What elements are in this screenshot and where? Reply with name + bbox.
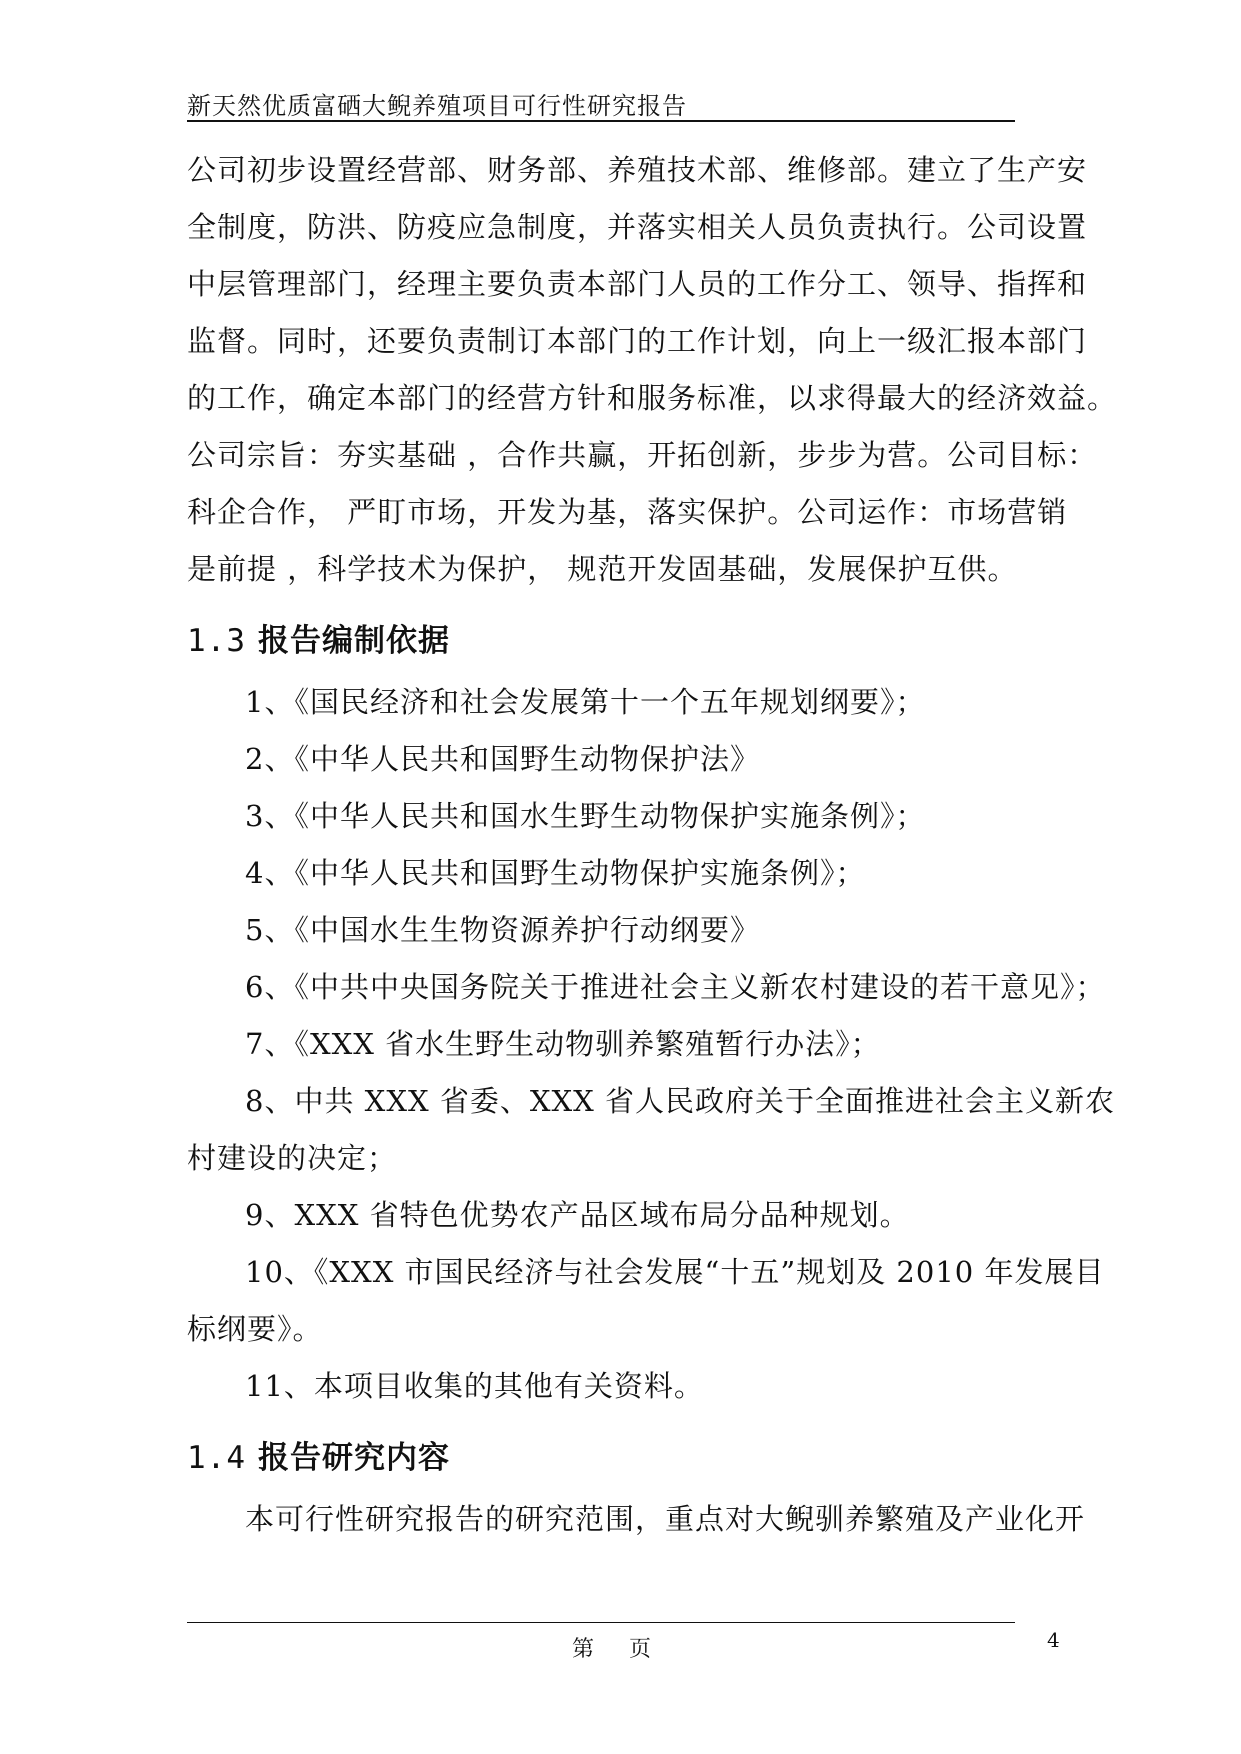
paragraph-line: 科企合作， 严盯市场，开发为基，落实保护。公司运作：市场营销	[187, 495, 1068, 529]
reference-item: 6、《中共中央国务院关于推进社会主义新农村建设的若干意见》；	[245, 970, 1106, 1004]
reference-item: 4、《中华人民共和国野生动物保护实施条例》；	[245, 856, 866, 890]
page-number: 4	[1047, 1628, 1060, 1652]
paragraph-line: 中层管理部门，经理主要负责本部门人员的工作分工、领导、指挥和	[187, 267, 1088, 301]
reference-item: 5、《中国水生生物资源养护行动纲要》	[245, 913, 760, 947]
reference-item: 11、本项目收集的其他有关资料。	[245, 1369, 704, 1403]
research-scope-paragraph	[187, 1491, 1086, 1548]
page-body	[187, 142, 1118, 1548]
paragraph-line: 是前提 ，科学技术为保护， 规范开发固基础，发展保护互供。	[187, 552, 1018, 586]
paragraph-line: 公司初步设置经营部、财务部、养殖技术部、维修部。建立了生产安	[187, 153, 1088, 187]
footer-page-label: 第 页	[572, 1637, 665, 1662]
footer-divider	[187, 1622, 1015, 1623]
paragraph-line: 公司宗旨：夯实基础 ，合作共赢，开拓创新，步步为营。公司目标：	[187, 438, 1098, 472]
section-title: 报告研究内容	[258, 1440, 450, 1476]
section-number: 1.3	[187, 623, 246, 659]
header-divider	[187, 120, 1015, 122]
reference-list	[187, 674, 1115, 1415]
paragraph-line: 全制度，防洪、防疫应急制度，并落实相关人员负责执行。公司设置	[187, 210, 1088, 244]
section-heading-1-4	[187, 1433, 1062, 1483]
section-number: 1.4	[187, 1440, 246, 1476]
paragraph-line: 监督。同时，还要负责制订本部门的工作计划，向上一级汇报本部门	[187, 324, 1088, 358]
reference-item: 8、中共 XXX 省委、XXX 省人民政府关于全面推进社会主义新农 村建设的决定；	[187, 1084, 1115, 1175]
running-header-title: 新天然优质富硒大鲵养殖项目可行性研究报告	[187, 92, 687, 120]
company-organization-paragraph	[187, 142, 1118, 598]
paragraph-line: 的工作，确定本部门的经营方针和服务标准，以求得最大的经济效益。	[187, 381, 1118, 415]
section-title: 报告编制依据	[258, 623, 450, 659]
paragraph-line: 本可行性研究报告的研究范围，重点对大鲵驯养繁殖及产业化开	[245, 1502, 1086, 1536]
reference-item: 9、XXX 省特色优势农产品区域布局分品种规划。	[245, 1198, 910, 1232]
reference-item: 10、《XXX 市国民经济与社会发展“十五”规划及 2010 年发展目 标纲要》。	[187, 1255, 1105, 1346]
reference-item: 2、《中华人民共和国野生动物保护法》	[245, 742, 760, 776]
section-heading-1-3	[187, 616, 1062, 666]
reference-item: 3、《中华人民共和国水生野生动物保护实施条例》；	[245, 799, 926, 833]
reference-item: 1、《国民经济和社会发展第十一个五年规划纲要》；	[245, 685, 926, 719]
reference-item: 7、《XXX 省水生野生动物驯养繁殖暂行办法》；	[245, 1027, 881, 1061]
